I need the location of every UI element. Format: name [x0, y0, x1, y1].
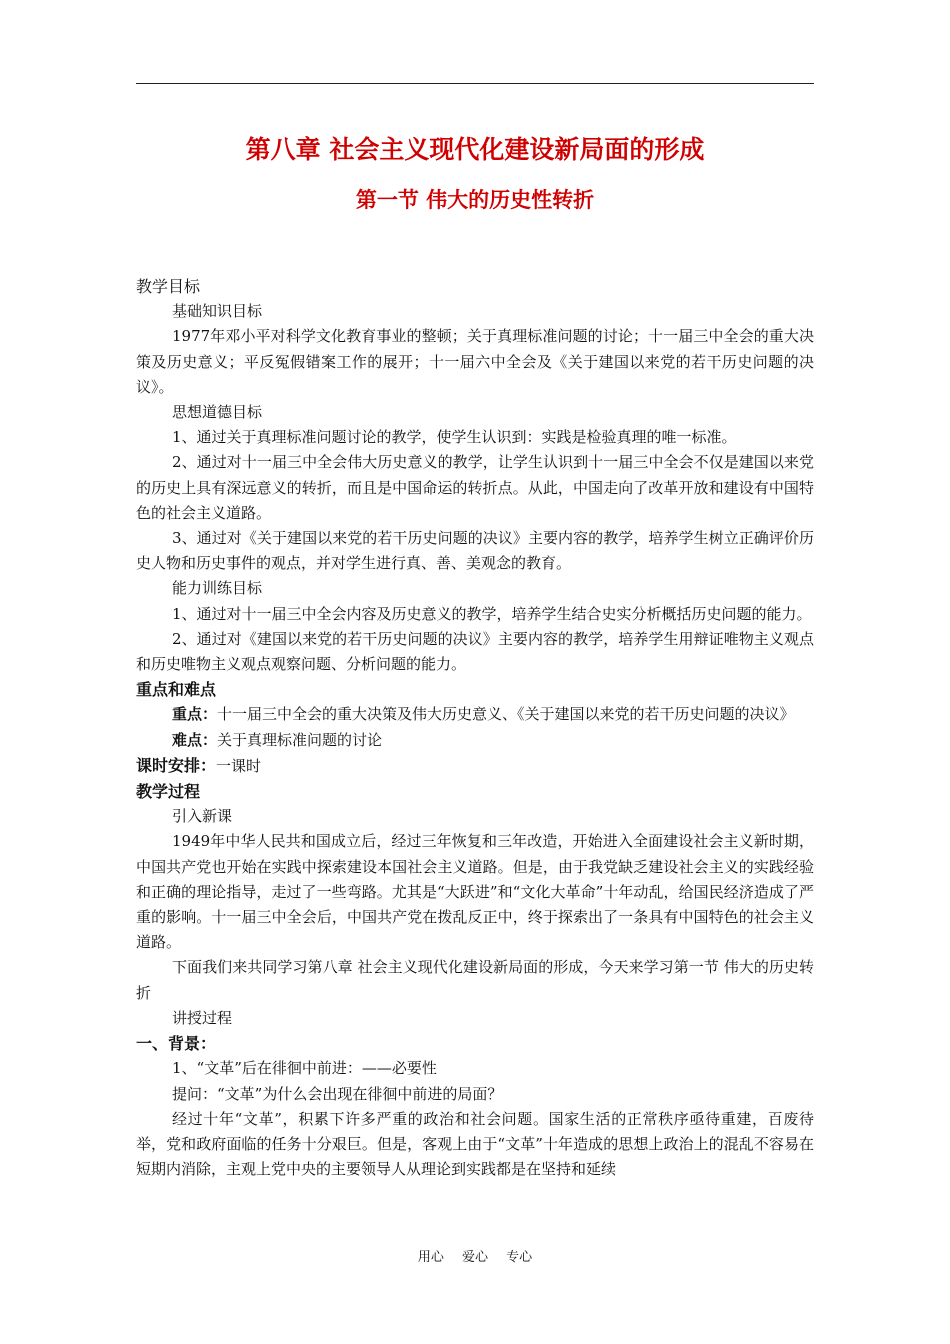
header-rule: [136, 83, 814, 84]
intro-text: 1949年中华人民共和国成立后，经过三年恢复和三年改造，开始进入全面建设社会主义新时期，中国共产党也开始在实践中探索建设本国社会主义道路。但是，由于我党缺乏建设社会主义的实践经验和正确的理论指导，走过了一些弯路。尤其是“大跃进”和“文化大革命”十年动乱，给国民经济造成了严重的影响。十一届三中全会后，中国共产党在拨乱反正中，终于探索出了一条具有中国特色的社会主义道路。: [136, 832, 814, 952]
basic-knowledge-text: 1977年邓小平对科学文化教育事业的整顿；关于真理标准问题的讨论；十一届三中全会的重大决策及历史意义；平反冤假错案工作的展开；十一届六中全会及《关于建国以来党的若干历史问题的决议》。: [136, 327, 814, 396]
key-points-heading: 重点和难点: [136, 680, 217, 700]
background-heading: 一、背景：: [136, 1034, 217, 1054]
chapter-title: 第八章 社会主义现代化建设新局面的形成: [245, 135, 705, 164]
question-text: 提问：“文革”为什么会出现在徘徊中前进的局面？: [172, 1084, 503, 1103]
intro-heading: 引入新课: [172, 807, 233, 826]
difficulty-text: 关于真理标准问题的讨论: [217, 730, 383, 749]
intro-text: 下面我们来共同学习第八章 社会主义现代化建设新局面的形成，今天来学习第一节 伟大的历史转折: [136, 958, 814, 1002]
ability-item: 2、通过对《建国以来党的若干历史问题的决议》主要内容的教学，培养学生用辩证唯物主义观点和历史唯物主义观点观察问题、分析问题的能力。: [136, 629, 814, 674]
objectives-heading: 教学目标: [136, 277, 201, 296]
moral-item: 1、通过关于真理标准问题讨论的教学，使学生认识到：实践是检验真理的唯一标准。: [172, 428, 737, 447]
schedule-paragraph: [136, 753, 814, 779]
section-title: 第一节 伟大的历史性转折: [355, 188, 595, 212]
ability-item: 1、通过对十一届三中全会内容及历史意义的教学，培养学生结合史实分析概括历史问题的能力。: [172, 604, 812, 623]
document-body: [136, 274, 814, 1182]
moral-item: 3、通过对《关于建国以来党的若干历史问题的决议》主要内容的教学，培养学生树立正确评价历史人物和历史事件的观点，并对学生进行真、善、美观念的教育。: [136, 529, 814, 573]
difficulty-label: 难点：: [172, 730, 218, 749]
answer-text: 经过十年“文革”，积累下许多严重的政治和社会问题。国家生活的正常秩序亟待重建，百废待举，党和政府面临的任务十分艰巨。但是，客观上由于“文革”十年造成的思想上政治上的混乱不容易在短期内消除，主观上党中央的主要领导人从理论到实践都是在坚持和延续: [136, 1109, 814, 1179]
key-point-paragraph: [136, 702, 814, 727]
moral-heading: 思想道德目标: [172, 403, 263, 422]
schedule-label: 课时安排：: [136, 755, 217, 775]
schedule-text: 一课时: [216, 756, 262, 775]
lecture-heading: 讲授过程: [172, 1008, 233, 1027]
page-footer: 用心 爱心 专心: [417, 1250, 533, 1265]
moral-item: 2、通过对十一届三中全会伟大历史意义的教学，让学生认识到十一届三中全会不仅是建国以来党的历史上具有深远意义的转折，而且是中国命运的转折点。从此，中国走向了改革开放和建设有中国特色的社会主义道路。: [136, 453, 814, 522]
basic-knowledge-heading: 基础知识目标: [172, 302, 263, 321]
background-point: 1、“文革”后在徘徊中前进：——必要性: [172, 1059, 437, 1078]
key-point-text: 十一届三中全会的重大决策及伟大历史意义、《关于建国以来党的若干历史问题的决议》: [217, 705, 795, 724]
process-heading: 教学过程: [136, 782, 201, 802]
key-point-label: 重点：: [172, 705, 218, 724]
difficulty-paragraph: [136, 728, 814, 753]
ability-heading: 能力训练目标: [172, 579, 263, 598]
